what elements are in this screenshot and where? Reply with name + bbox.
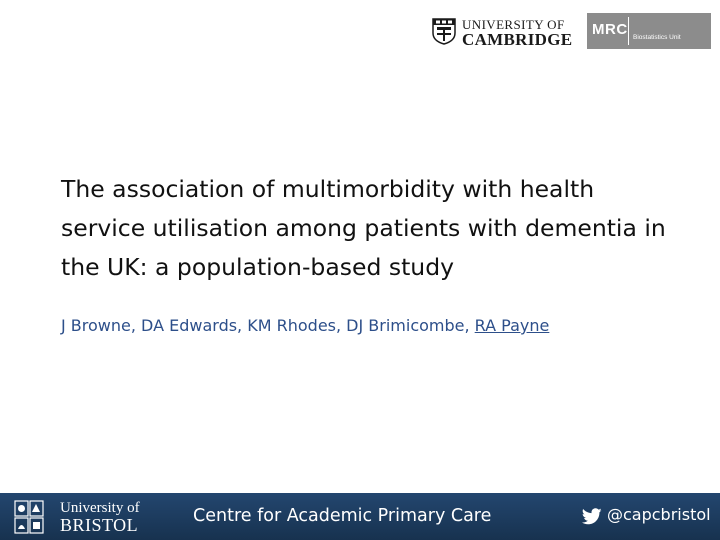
cambridge-logo-line2: CAMBRIDGE bbox=[462, 30, 573, 49]
cambridge-logo-line1: UNIVERSITY OF bbox=[462, 17, 565, 32]
mrc-logo-subtitle: Biostatistics Unit bbox=[633, 34, 681, 41]
cambridge-shield-icon bbox=[432, 18, 456, 45]
slide-authors bbox=[61, 312, 661, 339]
footer-bar bbox=[0, 493, 720, 540]
footer-centre-name: Centre for Academic Primary Care bbox=[193, 506, 492, 526]
bristol-logo bbox=[14, 498, 154, 536]
mrc-logo bbox=[587, 13, 711, 49]
twitter-handle: @capcbristol bbox=[607, 505, 711, 524]
cambridge-logo bbox=[432, 16, 574, 48]
bristol-logo-line2: BRISTOL bbox=[60, 515, 139, 535]
twitter-handle-link[interactable] bbox=[582, 505, 712, 529]
authors-underlined-name[interactable]: RA Payne bbox=[474, 316, 550, 335]
twitter-bird-icon bbox=[582, 508, 602, 525]
mrc-logo-main: MRC bbox=[592, 21, 628, 38]
mrc-logo-divider bbox=[628, 17, 629, 45]
bristol-logo-line1: University of bbox=[60, 500, 140, 516]
slide-title: The association of multimorbidity with health service utilisation among patients with dementia in the UK: a population-based study bbox=[61, 175, 666, 281]
authors-text: J Browne, DA Edwards, KM Rhodes, DJ Brimicombe, bbox=[61, 316, 475, 335]
bristol-crest-icon bbox=[14, 500, 44, 534]
